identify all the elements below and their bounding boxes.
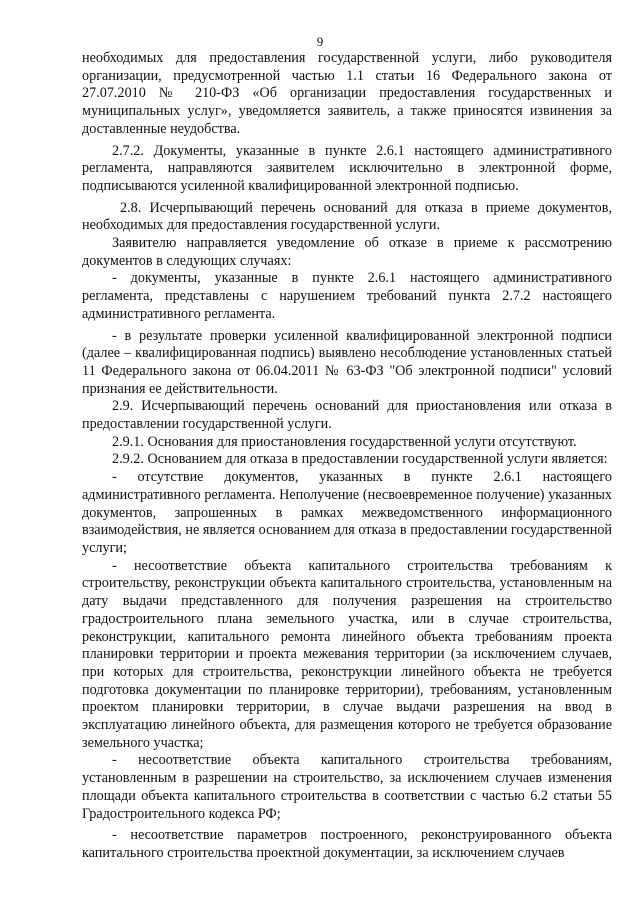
paragraph-2-9-2: 2.9.2. Основанием для отказа в предоставлении государственной услуги является: xyxy=(112,451,608,468)
paragraph-2-8: 2.8. Исчерпывающий перечень оснований для отказа в приеме документов, необходимых для предоставления государственной услуги. xyxy=(82,199,612,234)
page-number: 9 xyxy=(316,34,324,49)
paragraph-2-9: 2.9. Исчерпывающий перечень оснований для приостановления или отказа в предоставлении государственной услуги. xyxy=(82,398,612,433)
paragraph-list-item: - несоответствие объекта капитального строительства требованиям, установленным в разрешении на строительство, за исключением случаев изменения площади объекта капитального строительства в соответствии с частью 6.2 статьи 55 Градостроительного кодекса РФ; xyxy=(82,752,612,822)
paragraph-2-7-2: 2.7.2. Документы, указанные в пункте 2.6.1 настоящего административного регламента, направляются заявителем исключительно в электронной форме, подписываются усиленной квалифицированной электронной подписью. xyxy=(82,142,612,194)
paragraph-notice: Заявителю направляется уведомление об отказе в приеме к рассмотрению документов в следующих случаях: xyxy=(82,235,612,269)
paragraph-list-item: - несоответствие параметров построенного, реконструированного объекта капитального строительства проектной документации, за исключением случаев xyxy=(82,827,612,861)
paragraph-2-9-1: 2.9.1. Основания для приостановления государственной услуги отсутствуют. xyxy=(112,433,577,450)
document-body xyxy=(82,50,612,863)
paragraph-continuation: необходимых для предоставления государственной услуги, либо руководителя организации, предусмотренной частью 1.1 статьи 16 Федерального закона от 27.07.2010 № 210-ФЗ «Об организации предоставления государственных и муниципальных услуг», уведомляется заявитель, а также приносятся извинения за доставленные неудобства. xyxy=(82,50,612,137)
paragraph-list-item: - несоответствие объекта капитального строительства требованиям к строительству, реконструкции объекта капитального строительства, установленным на дату выдачи представленного для получения разрешения на строительство градостроительного плана земельного участка, или в случае строительства, реконструкции, капитального ремонта линейного объекта требованиям проекта планировки территории и проекта межевания территории (за исключением случаев, при которых для строительства, реконструкции линейного объекта не требуется подготовка документации по планировке территории), требованиям, установленным проектом планировки территории, в случае выдачи разрешения на ввод в эксплуатацию линейного объекта, для размещения которого не требуется образование земельного участка; xyxy=(82,557,612,751)
paragraph-list-item: - документы, указанные в пункте 2.6.1 настоящего административного регламента, представлены с нарушением требований пункта 2.7.2 настоящего административного регламента. xyxy=(82,270,612,322)
paragraph-list-item: - в результате проверки усиленной квалифицированной электронной подписи (далее – квалифицированная подпись) выявлено несоблюдение установленных статьей 11 Федерального закона от 06.04.2011 № 63-ФЗ "Об электронной подписи" условий признания ее действительности. xyxy=(82,327,612,397)
paragraph-list-item: - отсутствие документов, указанных в пункте 2.6.1 настоящего административного регламента. Неполучение (несвоевременное получение) указанных документов, запрошенных в рамках межведомственного информационного взаимодействия, не является основанием для отказа в предоставлении государственной услуги; xyxy=(82,469,612,556)
